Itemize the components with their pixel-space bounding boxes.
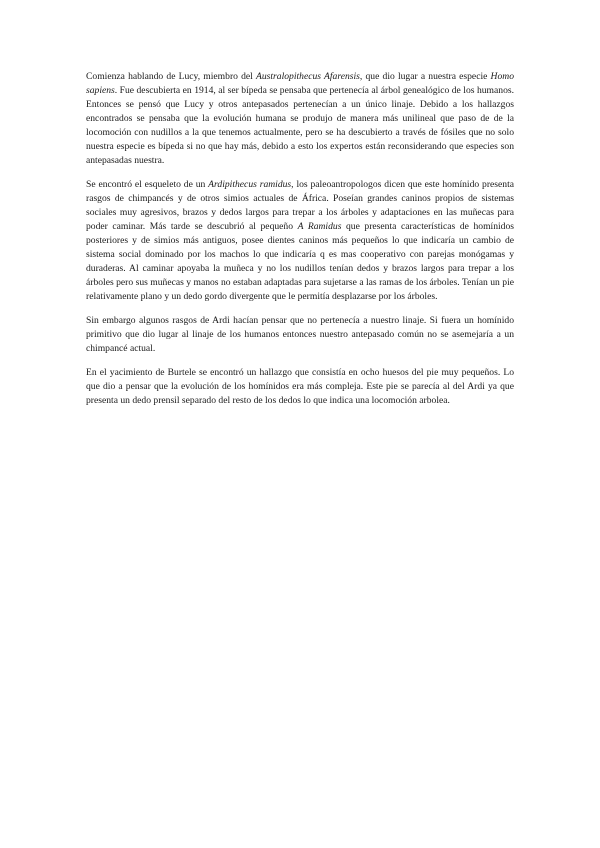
text-run-italic: Australopithecus Afarensis	[256, 71, 360, 82]
text-run: En el yacimiento de Burtele se encontró un hallazgo que consistía en ocho huesos del pie muy pequeños. Lo que dio a pensar que la evolución de los homínidos era más compleja. Este pie se parecía al del Ardi ya que presenta un dedo prensil separado del resto de los dedos lo que indica una locomoción arbolea.	[86, 367, 514, 406]
text-run-italic: Ardipithecus ramidus	[208, 179, 292, 190]
text-run: , los paleoantropologos dicen que este homínido presenta rasgos de chimpancés y de otros simios actuales de África. Poseían grandes caninos propios de sistemas sociales muy agresivos, brazos y dedos largos para trepar a los árboles y adaptaciones en las muñecas para poder caminar. Más tarde se descubrió al pequeño	[86, 179, 514, 232]
text-run: que presenta características de homínidos posteriores y de simios más antiguos, posee dientes caninos más pequeños lo que indicaría un cambio de sistema social dominado por los machos lo que indicaría q es mas cooperativo con parejas monógamas y duraderas. Al caminar apoyaba la muñeca y no los nudillos tenían dedos y brazos largos para trepar a los árboles pero sus muñecas y manos no estaban adaptadas para sujetarse a las ramas de los árboles. Tenían un pie relativamente plano y un dedo gordo divergente que le permitía desplazarse por los árboles.	[86, 221, 515, 302]
text-run: Sin embargo algunos rasgos de Ardi hacían pensar que no pertenecía a nuestro linaje. Si fuera un homínido primitivo que dio lugar al linaje de los humanos entonces nuestro antepasado común no se asemejaría a un chimpancé actual.	[86, 315, 514, 354]
paragraph-ardi-linaje	[86, 314, 514, 356]
paragraph-burtele	[86, 366, 514, 408]
paragraph-lucy	[86, 70, 514, 168]
text-run: , que dio lugar a nuestra especie	[359, 71, 491, 82]
text-run: . Fue descubierta en 1914, al ser bípeda se pensaba que pertenecía al árbol genealógico de los humanos. Entonces se pensó que Lucy y otros antepasados pertenecían a un único linaje. Debido a los hallazgos encontrados se pensaba que la evolución humana se produjo de manera más unilineal que paso de de la locomoción con nudillos a la que tenemos actualmente, pero se ha descubierto a través de fósiles que no solo nuestra especie es bípeda si no que hay más, debido a esto los expertos están reconsiderando que especies son antepasadas nuestra.	[86, 85, 514, 166]
document-body	[86, 70, 514, 408]
text-run: Comienza hablando de Lucy, miembro del	[86, 71, 256, 82]
text-run-italic: A Ramidus	[297, 221, 342, 232]
text-run: Se encontró el esqueleto de un	[86, 179, 209, 190]
paragraph-ardipithecus	[86, 178, 514, 304]
text-run-italic: Homo sapiens	[86, 71, 514, 96]
